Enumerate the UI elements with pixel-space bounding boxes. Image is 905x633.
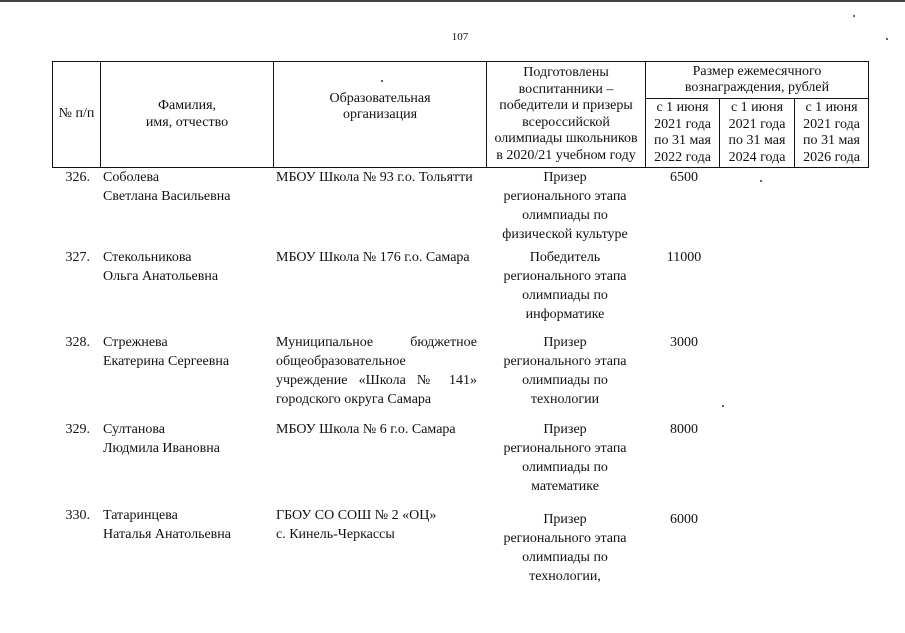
page-number: 107 xyxy=(451,31,469,43)
header-prepared: Подготовлены воспитанники – победители и призеры всероссийской олимпиады школьников в 2020/21 учебном году xyxy=(494,65,638,163)
row-award: Призер регионального этапа олимпиады по математике xyxy=(503,422,627,494)
header-name: Фамилия, имя, отчество xyxy=(145,98,229,130)
header-period-2024: с 1 июня 2021 года по 31 мая 2024 года xyxy=(728,100,786,165)
header-org: Образовательная организация xyxy=(329,90,431,122)
table-header xyxy=(52,61,869,168)
row-amount: 6500 xyxy=(670,170,698,185)
row-amount: 3000 xyxy=(670,335,698,350)
row-organization: Муниципальное бюджетное общеобразовательное учреждение «Школа № 141» городского округа Самара xyxy=(276,335,477,407)
row-award: Победитель регионального этапа олимпиады по информатике xyxy=(503,250,627,322)
row-name: Соболева Светлана Васильевна xyxy=(103,170,231,204)
row-organization: ГБОУ СО СОШ № 2 «ОЦ» с. Кинель-Черкассы xyxy=(276,508,437,542)
row-number: 326. xyxy=(65,170,90,185)
row-award: Призер регионального этапа олимпиады по технологии xyxy=(503,335,627,407)
scan-speck xyxy=(886,38,888,40)
row-number: 327. xyxy=(65,250,90,265)
row-name: Султанова Людмила Ивановна xyxy=(103,422,220,456)
scan-speck xyxy=(760,180,762,182)
row-award: Призер регионального этапа олимпиады по физической культуре xyxy=(502,170,628,242)
row-name: Стекольникова Ольга Анатольевна xyxy=(103,250,219,284)
row-name: Стрежнева Екатерина Сергеевна xyxy=(103,335,230,369)
header-num: № п/п xyxy=(58,106,95,122)
row-number: 328. xyxy=(65,335,90,350)
row-amount: 8000 xyxy=(670,422,698,437)
header-amount-group: Размер ежемесячного вознаграждения, рублей xyxy=(684,63,830,95)
row-award: Призер регионального этапа олимпиады по технологии, xyxy=(503,512,627,584)
top-border-line xyxy=(0,0,905,2)
header-period-2026: с 1 июня 2021 года по 31 мая 2026 года xyxy=(803,100,860,165)
header-period-2022: с 1 июня 2021 года по 31 мая 2022 года xyxy=(654,100,711,165)
row-number: 330. xyxy=(65,508,90,523)
scan-speck xyxy=(853,15,855,17)
row-amount: 6000 xyxy=(670,512,698,527)
row-number: 329. xyxy=(65,422,90,437)
scan-speck xyxy=(722,405,724,407)
row-organization: МБОУ Школа № 93 г.о. Тольятти xyxy=(276,170,473,185)
row-amount: 11000 xyxy=(666,250,702,265)
row-organization: МБОУ Школа № 6 г.о. Самара xyxy=(276,422,456,437)
row-organization: МБОУ Школа № 176 г.о. Самара xyxy=(276,250,470,265)
row-name: Татаринцева Наталья Анатольевна xyxy=(103,508,232,542)
